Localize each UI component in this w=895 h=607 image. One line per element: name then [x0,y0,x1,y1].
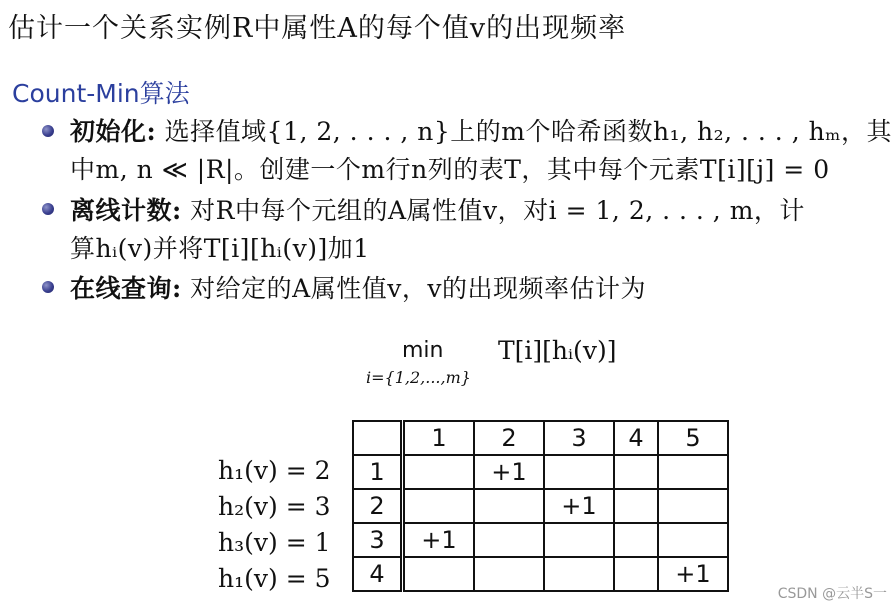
page-title: 估计一个关系实例R中属性A的每个值v的出现频率 [8,13,627,44]
min-formula [362,338,652,390]
count-min-table [352,420,729,592]
bullet-1-text: 选择值域{1, 2, . . . , n}上的m个哈希函数h₁, h₂, . . . , hₘ，其 [156,117,893,146]
bullet-3-term: 在线查询: [70,274,182,303]
table-cell [403,557,475,591]
bullet-2-line-2: 算hᵢ(v)并将T[i][hᵢ(v)]加1 [70,234,370,263]
header-cell [353,421,403,455]
table-cell [658,455,728,489]
table-cell: 2 [353,489,403,523]
table-cell [544,455,614,489]
table-cell [658,523,728,557]
bullet-2-term: 离线计数: [70,196,182,225]
table-cell [474,489,544,523]
header-cell: 5 [658,421,728,455]
table-cell [403,455,475,489]
bullet-3-text: 对给定的A属性值v，v的出现频率估计为 [181,274,646,303]
table-row [353,455,728,489]
row-label-3: h₃(v) = 1 [218,528,331,557]
table-cell: +1 [474,455,544,489]
table-header-row [353,421,728,455]
table-cell [544,557,614,591]
section-heading: Count-Min算法 [12,79,190,108]
bullet-marker-2 [42,203,54,215]
table-cell [614,489,658,523]
header-cell: 1 [403,421,475,455]
table-cell: 4 [353,557,403,591]
row-label-1: h₁(v) = 2 [218,456,331,485]
header-cell: 3 [544,421,614,455]
table-cell: +1 [544,489,614,523]
table-row [353,489,728,523]
formula-expression: T[i][hᵢ(v)] [498,336,617,365]
formula-subscript: i={1,2,...,m} [366,368,471,387]
bullet-2-text: 对R中每个元组的A属性值v，对i = 1, 2, . . . , m，计 [181,196,805,225]
table-cell: 3 [353,523,403,557]
table-cell [403,489,475,523]
bullet-1-line-2: 中m, n ≪ |R|。创建一个m行n列的表T，其中每个元素T[i][j] = 0 [70,155,830,184]
table-row [353,523,728,557]
row-label-4: h₁(v) = 5 [218,564,331,593]
table-cell: 1 [353,455,403,489]
bullet-marker-1 [42,125,54,137]
table-cell [658,489,728,523]
header-cell: 2 [474,421,544,455]
table-row [353,557,728,591]
watermark: CSDN @云半S一 [777,586,887,602]
row-label-2: h₂(v) = 3 [218,492,331,521]
header-cell: 4 [614,421,658,455]
table-cell [474,523,544,557]
bullet-3-line-1 [70,269,646,305]
table-cell: +1 [658,557,728,591]
table-cell [614,523,658,557]
bullet-2-line-1 [70,191,805,227]
bullet-1-line-1 [70,112,892,148]
table-cell [614,455,658,489]
table-cell [474,557,544,591]
formula-operator: min [402,338,444,363]
table-cell: +1 [403,523,475,557]
table-cell [614,557,658,591]
table-cell [544,523,614,557]
bullet-marker-3 [42,281,54,293]
bullet-1-term: 初始化: [70,117,157,146]
